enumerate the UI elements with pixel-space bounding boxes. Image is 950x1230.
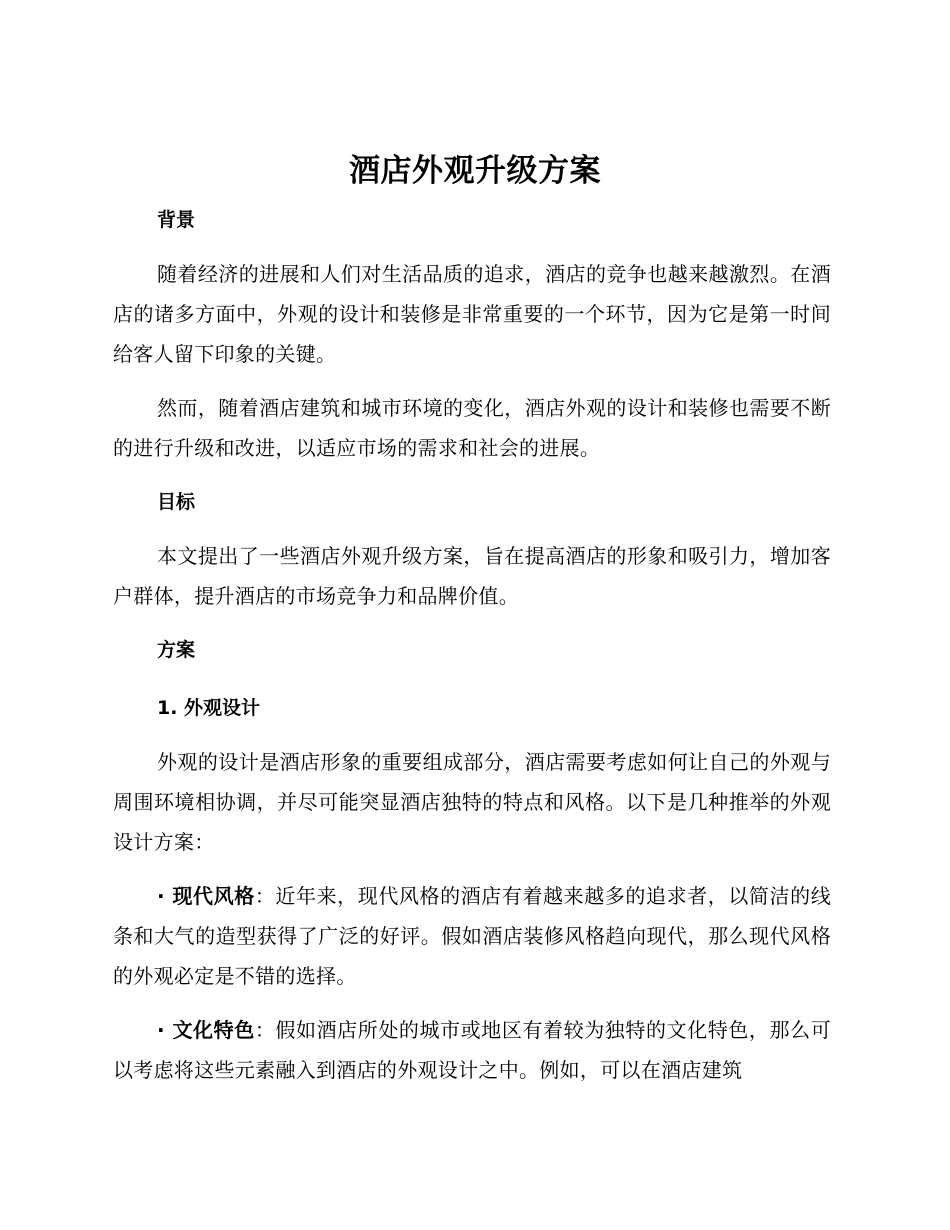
paragraph-exterior-1: 外观的设计是酒店形象的重要组成部分，酒店需要考虑如何让自己的外观与周围环境相协调，并尽可能突显酒店独特的特点和风格。以下是几种推举的外观设计方案：: [113, 750, 831, 854]
paragraph-background-2: 然而，随着酒店建筑和城市环境的变化，酒店外观的设计和装修也需要不断的进行升级和改进，以适应市场的需求和社会的进展。: [113, 396, 831, 460]
heading-background: 背景: [157, 209, 196, 231]
heading-plan: 方案: [157, 639, 196, 661]
bullet-text: ：假如酒店所处的城市或地区有着较为独特的文化特色，那么可以考虑将这些元素融入到酒店的外观设计之中。例如，可以在酒店建筑: [113, 1018, 831, 1082]
bullet-modern-style: [113, 876, 831, 996]
document-title: 酒店外观升级方案: [349, 153, 601, 189]
heading-goal: 目标: [157, 491, 196, 513]
heading-exterior-design: 1. 外观设计: [157, 697, 261, 719]
bullet-cultural-feature: [113, 1010, 831, 1090]
bullet-label: · 文化特色: [157, 1018, 255, 1042]
paragraph-background-1: 随着经济的进展和人们对生活品质的追求，酒店的竞争也越来越激烈。在酒店的诸多方面中，外观的设计和装修是非常重要的一个环节，因为它是第一时间给客人留下印象的关键。: [113, 262, 831, 366]
document-body: [113, 198, 831, 1090]
paragraph-goal-1: 本文提出了一些酒店外观升级方案，旨在提高酒店的形象和吸引力，增加客户群体，提升酒店的市场竞争力和品牌价值。: [113, 544, 831, 608]
bullet-text: ：近年来，现代风格的酒店有着越来越多的追求者，以简洁的线条和大气的造型获得了广泛的好评。假如酒店装修风格趋向现代，那么现代风格的外观必定是不错的选择。: [113, 884, 831, 988]
bullet-label: · 现代风格: [157, 884, 255, 908]
